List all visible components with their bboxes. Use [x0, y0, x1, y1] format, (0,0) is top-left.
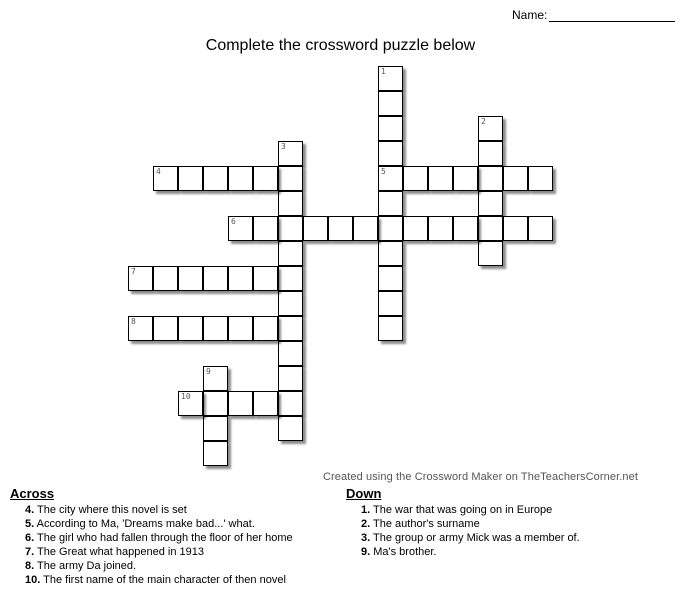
crossword-cell[interactable]: [378, 266, 403, 291]
across-clues: [10, 486, 293, 587]
crossword-cell[interactable]: [428, 166, 453, 191]
crossword-cell[interactable]: [253, 166, 278, 191]
crossword-cell[interactable]: [503, 216, 528, 241]
crossword-cell-10[interactable]: [178, 391, 203, 416]
crossword-cell[interactable]: [378, 316, 403, 341]
crossword-cell[interactable]: [403, 216, 428, 241]
crossword-cell[interactable]: [378, 116, 403, 141]
clue-item: [25, 503, 293, 517]
clue-item: [361, 517, 580, 531]
down-heading: Down: [346, 486, 382, 501]
clue-number: 8.: [25, 560, 35, 572]
crossword-cell-5[interactable]: [378, 166, 403, 191]
crossword-cell[interactable]: [353, 216, 378, 241]
crossword-cell[interactable]: [228, 391, 253, 416]
crossword-cell[interactable]: [203, 391, 228, 416]
cell-number: 7: [131, 267, 136, 276]
crossword-cell[interactable]: [253, 266, 278, 291]
clue-text: The Great what happened in 1913: [37, 546, 205, 558]
crossword-cell-8[interactable]: [128, 316, 153, 341]
clue-item: [25, 573, 293, 587]
clue-text: According to Ma, 'Dreams make bad...' what.: [36, 518, 255, 530]
crossword-cell[interactable]: [403, 166, 428, 191]
clue-number: 1.: [361, 504, 371, 516]
crossword-cell-6[interactable]: [228, 216, 253, 241]
crossword-cell[interactable]: [378, 141, 403, 166]
cell-number: 3: [281, 142, 286, 151]
clue-item: [361, 531, 580, 545]
crossword-cell[interactable]: [253, 391, 278, 416]
crossword-cell[interactable]: [278, 416, 303, 441]
crossword-cell-1[interactable]: [378, 66, 403, 91]
crossword-cell[interactable]: [203, 316, 228, 341]
clue-text: The girl who had fallen through the floor of her home: [37, 532, 293, 544]
cell-number: 8: [131, 317, 136, 326]
clue-item: [25, 545, 293, 559]
crossword-cell[interactable]: [228, 266, 253, 291]
clue-item: [25, 559, 293, 573]
crossword-cell[interactable]: [203, 166, 228, 191]
cell-number: 6: [231, 217, 236, 226]
crossword-cell-7[interactable]: [128, 266, 153, 291]
crossword-cell[interactable]: [378, 241, 403, 266]
clue-item: [361, 545, 580, 559]
credit-text: Created using the Crossword Maker on TheTeachersCorner.net: [323, 471, 638, 483]
clue-item: [25, 531, 293, 545]
crossword-cell[interactable]: [328, 216, 353, 241]
cell-number: 2: [481, 117, 486, 126]
name-label: Name:: [512, 8, 548, 22]
crossword-cell[interactable]: [278, 166, 303, 191]
crossword-cell[interactable]: [253, 316, 278, 341]
crossword-cell[interactable]: [228, 166, 253, 191]
crossword-cell[interactable]: [528, 166, 553, 191]
crossword-cell[interactable]: [378, 216, 403, 241]
crossword-cell[interactable]: [203, 441, 228, 466]
cell-number: 10: [181, 392, 191, 401]
down-clues: [346, 486, 580, 559]
clue-number: 5.: [25, 518, 35, 530]
crossword-cell[interactable]: [278, 366, 303, 391]
crossword-cell[interactable]: [278, 291, 303, 316]
crossword-cell[interactable]: [478, 166, 503, 191]
crossword-cell[interactable]: [278, 391, 303, 416]
crossword-cell[interactable]: [528, 216, 553, 241]
clue-text: Ma's brother.: [373, 546, 437, 558]
clue-text: The army Da joined.: [37, 560, 137, 572]
clue-item: [361, 503, 580, 517]
clue-number: 3.: [361, 532, 371, 544]
clue-item: [25, 517, 293, 531]
crossword-cell[interactable]: [178, 166, 203, 191]
crossword-cell[interactable]: [153, 316, 178, 341]
clue-number: 2.: [361, 518, 371, 530]
crossword-cell[interactable]: [478, 241, 503, 266]
crossword-cell[interactable]: [278, 241, 303, 266]
crossword-cell[interactable]: [478, 191, 503, 216]
crossword-cell-2[interactable]: [478, 116, 503, 141]
clue-text: The war that was going on in Europe: [373, 504, 553, 516]
crossword-cell[interactable]: [228, 316, 253, 341]
crossword-cell[interactable]: [303, 216, 328, 241]
crossword-cell[interactable]: [178, 266, 203, 291]
crossword-cell[interactable]: [278, 266, 303, 291]
clue-number: 4.: [25, 504, 35, 516]
cell-number: 4: [156, 167, 161, 176]
crossword-cell[interactable]: [453, 216, 478, 241]
clue-text: The city where this novel is set: [37, 504, 187, 516]
crossword-cell[interactable]: [253, 216, 278, 241]
crossword-cell[interactable]: [453, 166, 478, 191]
crossword-cell[interactable]: [278, 316, 303, 341]
crossword-cell-3[interactable]: [278, 141, 303, 166]
crossword-cell[interactable]: [278, 191, 303, 216]
crossword-cell-9[interactable]: [203, 366, 228, 391]
crossword-cell[interactable]: [203, 266, 228, 291]
clue-number: 7.: [25, 546, 35, 558]
crossword-cell[interactable]: [503, 166, 528, 191]
crossword-cell[interactable]: [378, 191, 403, 216]
page-title: Complete the crossword puzzle below: [205, 37, 476, 54]
crossword-cell-4[interactable]: [153, 166, 178, 191]
clue-number: 10.: [25, 574, 41, 586]
crossword-cell[interactable]: [178, 316, 203, 341]
across-heading: Across: [10, 486, 55, 501]
cell-number: 5: [381, 167, 386, 176]
clue-number: 9.: [361, 546, 371, 558]
crossword-cell[interactable]: [153, 266, 178, 291]
crossword-cell[interactable]: [378, 91, 403, 116]
crossword-cell[interactable]: [203, 416, 228, 441]
clue-text: The first name of the main character of then novel: [43, 574, 286, 586]
crossword-cell[interactable]: [278, 341, 303, 366]
cell-number: 1: [381, 67, 386, 76]
crossword-cell[interactable]: [478, 216, 503, 241]
cell-number: 9: [206, 367, 211, 376]
crossword-cell[interactable]: [278, 216, 303, 241]
clue-text: The group or army Mick was a member of.: [373, 532, 580, 544]
crossword-cell[interactable]: [428, 216, 453, 241]
crossword-cell[interactable]: [378, 291, 403, 316]
clue-number: 6.: [25, 532, 35, 544]
crossword-cell[interactable]: [478, 141, 503, 166]
clue-text: The author's surname: [373, 518, 480, 530]
